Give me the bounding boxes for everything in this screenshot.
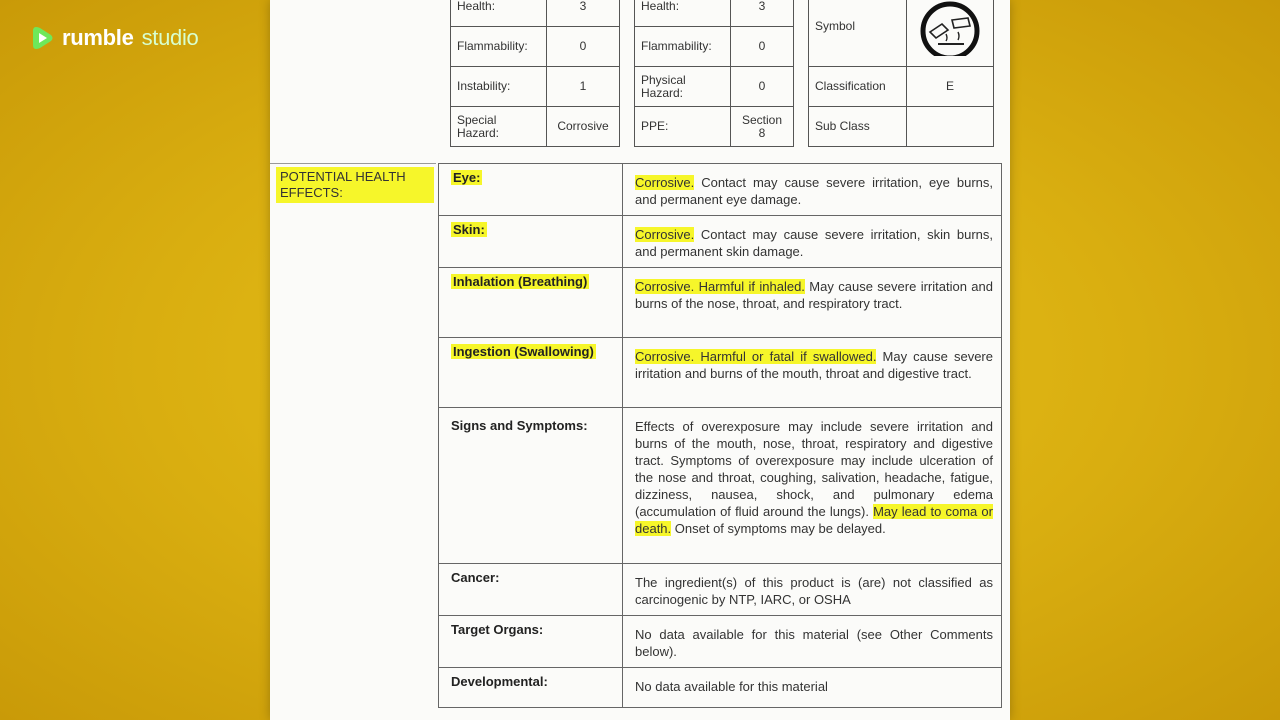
effect-text: May cause severe irritation and burns of the nose, throat, and respiratory tract.: [635, 279, 993, 311]
whmis-value: [907, 107, 994, 147]
effect-name: Target Organs:: [451, 622, 544, 637]
health-effects-table: [438, 163, 1002, 708]
whmis-label: Classification: [809, 67, 907, 107]
hmis-value: 0: [731, 27, 794, 67]
nfpa-value: 0: [547, 27, 620, 67]
table-row: [635, 0, 794, 27]
effect-text: Contact may cause severe irritation, eye burns, and permanent eye damage.: [635, 175, 993, 207]
hmis-label: Health:: [635, 0, 731, 27]
whmis-value: E: [907, 67, 994, 107]
table-row: [809, 0, 994, 67]
effect-name: Inhalation (Breathing): [453, 274, 588, 289]
effect-highlight: Corrosive. Harmful if inhaled.: [635, 279, 805, 294]
effect-name-cell: [439, 216, 623, 268]
effect-highlight: Corrosive. Harmful or fatal if swallowed.: [635, 349, 877, 364]
hmis-value: 0: [731, 67, 794, 107]
section-divider: [270, 163, 436, 164]
effect-name: Cancer:: [451, 570, 500, 585]
table-row: [439, 268, 1002, 338]
nfpa-value: 1: [547, 67, 620, 107]
nfpa-value: Corrosive: [547, 107, 620, 147]
table-row: [439, 564, 1002, 616]
effect-description: [623, 216, 1002, 268]
document-page: [270, 0, 1010, 720]
effect-highlight: Corrosive.: [635, 227, 695, 242]
effect-text: The ingredient(s) of this product is (are) not classified as carcinogenic by NTP, IARC, or OSHA: [635, 575, 993, 607]
nfpa-table: [450, 0, 620, 147]
hmis-value: Section 8: [731, 107, 794, 147]
whmis-table: [808, 0, 994, 147]
effect-description: [623, 408, 1002, 564]
effect-description: [623, 668, 1002, 708]
hmis-label: Flammability:: [635, 27, 731, 67]
whmis-label: Sub Class: [809, 107, 907, 147]
table-row: [635, 107, 794, 147]
effect-name: Signs and Symptoms:: [451, 418, 588, 433]
effect-name-cell: [439, 164, 623, 216]
effect-text: May cause severe irritation and burns of the mouth, throat and digestive tract.: [635, 349, 993, 381]
table-row: [451, 0, 620, 27]
effect-text: Contact may cause severe irritation, skin burns, and permanent skin damage.: [635, 227, 993, 259]
effect-description: [623, 164, 1002, 216]
effect-description: [623, 616, 1002, 668]
table-row: [439, 408, 1002, 564]
rumble-studio-logo: [30, 24, 198, 52]
hmis-table: [634, 0, 794, 147]
effect-name-cell: [439, 408, 623, 564]
table-row: [451, 67, 620, 107]
nfpa-label: Flammability:: [451, 27, 547, 67]
effect-name-cell: [439, 338, 623, 408]
whmis-symbol-cell: [907, 0, 994, 67]
nfpa-value: 3: [547, 0, 620, 27]
nfpa-label: Instability:: [451, 67, 547, 107]
section-title: POTENTIAL HEALTH EFFECTS:: [276, 167, 434, 203]
effect-text-before: Effects of overexposure may include severe irritation and burns of the mouth, nose, throat, respiratory and digestive tract. Symptoms of overexposure may include ulceration of the nose and throat, coughing, salivation, headache, fatigue, dizziness, nausea, shock, and pulmonary edema (accumulation of fluid around the lungs).: [635, 419, 993, 519]
effect-name-cell: [439, 668, 623, 708]
effect-text: Onset of symptoms may be delayed.: [671, 521, 886, 536]
table-row: [439, 616, 1002, 668]
effect-name: Developmental:: [451, 674, 548, 689]
table-row: [635, 67, 794, 107]
hmis-label: Physical Hazard:: [635, 67, 731, 107]
effect-name: Skin:: [453, 222, 485, 237]
table-row: [439, 668, 1002, 708]
corrosive-symbol-icon: [918, 0, 982, 56]
table-row: [439, 164, 1002, 216]
effect-description: [623, 268, 1002, 338]
table-row: [809, 67, 994, 107]
effect-highlight: May lead to coma or death.: [635, 504, 993, 536]
effect-name: Ingestion (Swallowing): [453, 344, 594, 359]
table-row: [635, 27, 794, 67]
table-row: [451, 27, 620, 67]
table-row: [439, 338, 1002, 408]
whmis-label: Symbol: [809, 0, 907, 67]
rumble-play-icon: [30, 24, 56, 52]
hmis-value: 3: [731, 0, 794, 27]
table-row: [809, 107, 994, 147]
effect-text: No data available for this material (see Other Comments below).: [635, 627, 993, 659]
logo-product: studio: [141, 25, 199, 50]
effect-description: [623, 338, 1002, 408]
nfpa-label: Health:: [451, 0, 547, 27]
effect-description: [623, 564, 1002, 616]
effect-text: No data available for this material: [635, 679, 828, 694]
effect-highlight: Corrosive.: [635, 175, 695, 190]
nfpa-label: Special Hazard:: [451, 107, 547, 147]
hmis-label: PPE:: [635, 107, 731, 147]
effect-name-cell: [439, 268, 623, 338]
table-row: [451, 107, 620, 147]
effect-name-cell: [439, 616, 623, 668]
effect-name-cell: [439, 564, 623, 616]
effect-name: Eye:: [453, 170, 481, 185]
logo-brand: rumble: [62, 25, 134, 50]
table-row: [439, 216, 1002, 268]
